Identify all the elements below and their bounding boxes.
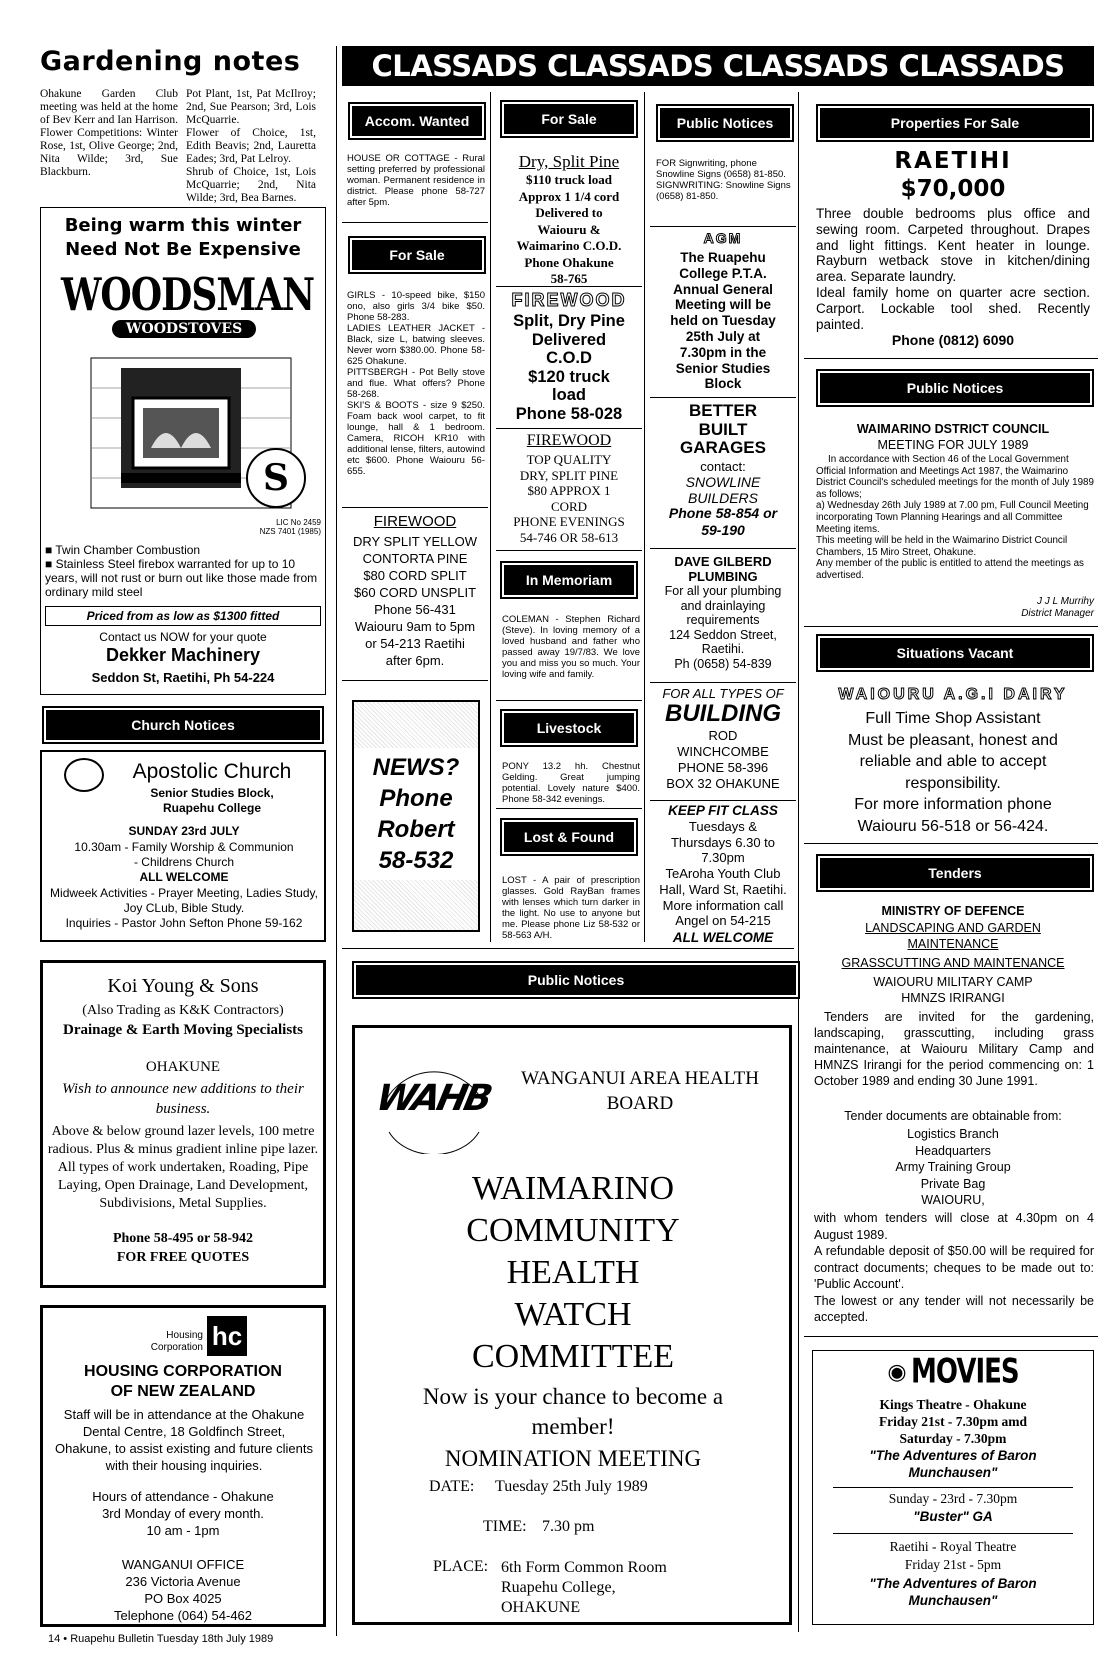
health-time: 7.30 pm: [542, 1518, 595, 1535]
column-rule: [644, 92, 645, 942]
council-body: In accordance with Section 46 of the Local Government Official Information and Meetings Act 1987, the Waimarino District Council's scheduled meetings for the month of July 1989 as follows; a) Wednesday 26th July 1989 at 7.00 pm, Full Council Meeting incorporating Town Planning Hearings and all Committee Meeting items. This meeting will be held in the Waimarino District Council Chambers, 15 Miro Street, Ohakune. Any member of the public is entitled to attend the meetings as advertised.: [816, 454, 1094, 581]
apostolic-church-ad: [40, 750, 326, 942]
firewood-outline-title: FIREWOOD: [511, 290, 627, 310]
divider: [650, 397, 796, 398]
koi-body: Above & below ground lazer levels, 100 metre radious. Plus & minus gradient inline pipe lazer. All types of work undertaken, Roading, Pipe Laying, Open Drainage, Land Development, Subdivisions, Metal Supplies.: [47, 1124, 319, 1211]
divider: [650, 800, 796, 801]
health-date: Tuesday 25th July 1989: [495, 1478, 648, 1495]
column-rule: [490, 92, 491, 942]
divider: [496, 286, 642, 287]
divider: [496, 428, 642, 429]
keepfit-title: KEEP FIT CLASS: [668, 803, 778, 818]
tenders-ministry: MINISTRY OF DEFENCE: [881, 904, 1025, 918]
movies-times-1: Friday 21st - 7.30pm amd Saturday - 7.30pm: [878, 1414, 1028, 1446]
woodstove-illustration: [81, 348, 311, 538]
divider: [496, 550, 642, 551]
gardening-col2: Pot Plant, 1st, Pat McIlroy; 2nd, Sue Pearson; 3rd, Lois McQuarrie. Flower of Choice, 1st, Edith Beavis; 2nd, Lauretta Eades; 3rd, Pat Lelroy. Shrub of Choice, 1st, Lois McQuarrie; 2nd, Nita Wilde; 3rd, Bea Barnes.: [186, 88, 316, 204]
firewood-big-body: Split, Dry Pine Delivered C.O.D $120 truck load Phone 58-028: [513, 312, 625, 423]
housing-title: HOUSING CORPORATION OF NEW ZEALAND: [84, 1363, 282, 1400]
forsale-header-1: For Sale: [504, 104, 634, 134]
divider: [650, 548, 796, 549]
situations-header: Situations Vacant: [820, 638, 1090, 668]
signwriting-notices: FOR Signwriting, phone Snowline Signs (0658) 81-850. SIGNWRITING: Snowline Signs (0658) 81-850.: [656, 158, 791, 202]
koi-young-ad: [40, 960, 326, 1288]
in-memoriam-body: COLEMAN - Stephen Richard (Steve). In loving memory of a loved husband and father who passed away 19/7/83. We love you and miss you so much. Your loving wife and family.: [502, 614, 640, 680]
keepfit-body: Tuesdays & Thursdays 6.30 to 7.30pm TeAroha Youth Club Hall, Ward St, Raetihi. More information call Angel on 54-215: [659, 819, 787, 929]
church-services: 10.30am - Family Worship & Communion - Childrens Church: [74, 840, 294, 869]
movies-sunday: Sunday - 23rd - 7.30pm: [888, 1491, 1018, 1506]
divider: [650, 682, 796, 683]
koi-announce: Wish to announce new additions to their business.: [62, 1081, 304, 1117]
film-reel-icon: ◉: [887, 1359, 907, 1384]
news-phone-robert: NEWS? Phone Robert 58-532: [354, 748, 478, 880]
woodsman-headline: Being warm this winter Need Not Be Expensive: [64, 215, 302, 260]
garages-builder: SNOWLINE BUILDERS: [685, 474, 761, 506]
situations-title: WAIOURU A.G.I DAIRY: [838, 686, 1068, 703]
divider: [833, 1533, 1073, 1534]
health-date-label: DATE:: [429, 1478, 475, 1495]
public-notices-header-1: Public Notices: [660, 108, 790, 138]
agm-body: The Ruapehu College P.T.A. Annual General Meeting will be held on Tuesday 25th July at 7.30pm in the Senior Studies Block: [670, 250, 776, 392]
lost-found-body: LOST - A pair of prescription glasses. Gold RayBan frames with lenses which turn darker in the light. No use to anyone but me. Please phone Liz 58-532 or 58-563 A/H.: [502, 875, 640, 941]
woodsman-bullet: ■ Stainless Steel firebox warranted for up to 10 years, will not rust or burn out like those made from ordinary mild steel: [45, 557, 318, 599]
council-title: WAIMARINO DSTRICT COUNCIL: [856, 422, 1050, 436]
property-price: $70,000: [900, 176, 1006, 202]
divider: [496, 700, 642, 701]
housing-logo-mark: hc: [207, 1316, 247, 1356]
council-sig: J J L Murrihy District Manager: [1021, 596, 1094, 619]
tenders-body-3: with whom tenders will close at 4.30pm on 4 August 1989. A refundable deposit of $50.00 will be required for contract documents; cheques to be made out to: 'Public Account'. The lowest or any tender will not necessarily be accepted.: [814, 1211, 1094, 1324]
woodsman-bullet: ■ Twin Chamber Combustion: [45, 543, 201, 557]
divider: [804, 626, 1098, 627]
news-box: [352, 700, 480, 932]
church-name: Apostolic Church: [132, 760, 292, 783]
situations-body: Full Time Shop Assistant Must be pleasant, honest and reliable and able to accept responsibility. For more information phone Waiouru 56-518 or 56-424.: [848, 710, 1058, 835]
woodsman-ad: [40, 207, 326, 695]
church-notices-header: Church Notices: [46, 710, 320, 740]
firewood-top-title: FIREWOOD: [526, 432, 612, 449]
accom-wanted-header: Accom. Wanted: [352, 106, 482, 136]
building-body: ROD WINCHCOMBE PHONE 58-396 BOX 32 OHAKUNE: [666, 728, 780, 791]
plumbing-title: DAVE GILBERD PLUMBING: [674, 554, 772, 584]
property-town: RAETIHI: [894, 148, 1012, 174]
public-notices-header-2: Public Notices: [356, 965, 796, 995]
tenders-body-2: Tender documents are obtainable from:: [844, 1109, 1062, 1123]
gardening-title: Gardening notes: [40, 46, 301, 77]
building-word: BUILDING: [665, 700, 781, 727]
health-chance: Now is your chance to become a member!: [422, 1384, 724, 1439]
woodsman-contact: Contact us NOW for your quote: [99, 630, 267, 644]
livestock-body: PONY 13.2 hh. Chestnut Gelding. Great jumping potential. Lovely nature $400. Phone 58-342 evenings.: [502, 761, 640, 805]
split-pine-title: Dry, Split Pine: [518, 152, 620, 171]
properties-header: Properties For Sale: [820, 108, 1090, 138]
lost-found-header: Lost & Found: [504, 822, 634, 852]
tenders-landscaping: LANDSCAPING AND GARDEN MAINTENANCE: [865, 921, 1041, 951]
woodsman-bullets: [45, 543, 321, 599]
tenders-camp: WAIOURU MILITARY CAMP HMNZS IRIRANGI: [873, 975, 1033, 1005]
divider: [804, 358, 1098, 359]
housing-office: WANGANUI OFFICE 236 Victoria Avenue PO Box 4025 Telephone (064) 54-462: [113, 1557, 253, 1623]
movies-title: MOVIES: [911, 1352, 1019, 1392]
bullet-icon: ■: [45, 543, 56, 557]
koi-aka: (Also Trading as K&K Contractors): [82, 1003, 284, 1018]
building-pre: FOR ALL TYPES OF: [662, 686, 784, 701]
movies-film-2: "Buster" GA: [913, 1509, 993, 1524]
woodsman-company: Dekker Machinery: [105, 645, 261, 665]
woodsman-price: Priced from as low as $1300 fitted: [45, 606, 321, 626]
health-meeting: NOMINATION MEETING: [444, 1446, 702, 1471]
nz-standard-seal: S: [246, 448, 306, 508]
divider: [833, 1487, 1073, 1488]
koi-quotes: FOR FREE QUOTES: [116, 1250, 250, 1265]
garages-contact: contact:: [700, 459, 746, 474]
divider: [342, 507, 488, 508]
livestock-header: Livestock: [504, 713, 634, 743]
koi-service: Drainage & Earth Moving Specialists: [63, 1022, 303, 1038]
firewood-top-body: TOP QUALITY DRY, SPLIT PINE $80 APPROX 1 CORD PHONE EVENINGS 54-746 OR 58-613: [513, 452, 625, 545]
garages-phone: Phone 58-854 or 59-190: [668, 505, 778, 538]
housing-body: Staff will be in attendance at the Ohakune Dental Centre, 18 Goldfinch Street, Ohakune, to assist existing and future clients with their housing inquiries.: [55, 1407, 313, 1473]
forsale-header-2: For Sale: [352, 240, 482, 270]
accom-wanted-body: HOUSE OR COTTAGE - Rural setting preferred by professional woman. Permanent residence in district. Please phone 58-727 after 5pm.: [347, 153, 485, 208]
column-rule: [336, 46, 337, 1636]
tenders-grasscutting: GRASSCUTTING AND MAINTENANCE: [841, 956, 1065, 970]
firewood-contorta-body: DRY SPLIT YELLOW CONTORTA PINE $80 CORD SPLIT $60 CORD UNSPLIT Phone 56-431 Waiouru 9am to 5pm or 54-213 Raetihi after 6pm.: [352, 534, 478, 668]
movies-title-row: [813, 1352, 1093, 1392]
divider: [496, 808, 642, 809]
tenders-header: Tenders: [820, 858, 1090, 888]
in-memoriam-header: In Memoriam: [504, 565, 634, 595]
woodsman-lic: LIC No 2459 NZS 7401 (1985): [259, 518, 321, 536]
divider: [342, 680, 488, 681]
housing-logo-text: Housing Corporation: [150, 1330, 203, 1353]
movies-venue-2: Raetihi - Royal Theatre: [889, 1539, 1017, 1554]
divider: [804, 1336, 1098, 1337]
footer-folio: 14 • Ruapehu Bulletin Tuesday 18th July 1989: [48, 1633, 274, 1645]
movies-film-3: "The Adventures of Baron Munchausen": [869, 1576, 1037, 1608]
divider: [342, 222, 488, 223]
woodsman-logo: [61, 268, 315, 338]
church-date: SUNDAY 23rd JULY: [128, 824, 240, 838]
movies-ad: [812, 1350, 1094, 1625]
church-emblem-icon: [64, 758, 104, 792]
movies-venue-1: Kings Theatre - Ohakune: [879, 1397, 1027, 1412]
tenders-body-1: Tenders are invited for the gardening, landscaping, grasscutting, including grass maintenance, at Waiouru Military Camp and HMNZS Irirangi for the period commencing on: 1 October 1989 and ending 30 June 1991.: [814, 1010, 1094, 1088]
forsale-items: GIRLS - 10-speed bike, $150 ono, also girls 3/4 bike $50. Phone 58-283. LADIES LEATHER JACKET - Black, size L, batwing sleeves. Never worn $380.00. Phone 58-625 Ohakune. PITTSBERGH - Pot Belly stove and flue. What offers? Phone 58-268. SKI'S & BOOTS - size 9 $250. Foam back wool carpet, to fit lounge, hall & 1 bedroom. Camera, RICOH KR10 with additional lense, filters, autowind etc $600. Phone Waiouru 56-655.: [347, 290, 485, 477]
column-rule: [798, 92, 799, 1632]
health-committee-title: WAIMARINO COMMUNITY HEALTH WATCH COMMITTEE: [466, 1170, 680, 1375]
bullet-icon: ■: [45, 557, 56, 571]
wahb-logo-mark: WAHB: [372, 1078, 494, 1119]
agm-title: AGM: [703, 230, 743, 246]
divider: [342, 948, 794, 949]
plumbing-body: For all your plumbing and drainlaying requirements 124 Seddon Street, Raetihi. Ph (0658) 54-839: [664, 584, 782, 671]
property-body: Three double bedrooms plus office and sewing room. Carpeted throughout. Drapes and light fittings. Kent heater in lounge. Rayburn wetback stove in kitchen/dining area. Separate laundry. Ideal family home on quarter acre section. Carport. Lockable tool shed. Recently painted.: [816, 206, 1090, 332]
movies-film-1: "The Adventures of Baron Munchausen": [869, 1448, 1037, 1480]
health-board-name: WANGANUI AREA HEALTH BOARD: [521, 1068, 759, 1114]
property-phone: Phone (0812) 6090: [891, 332, 1015, 348]
split-pine-body: $110 truck load Approx 1 1/4 cord Delivered to Waiouru & Waimarino C.O.D. Phone Ohakune 58-765: [516, 172, 622, 286]
keepfit-welcome: ALL WELCOME: [672, 930, 774, 945]
housing-corporation-ad: [40, 1305, 326, 1627]
church-midweek: Midweek Activities - Prayer Meeting, Ladies Study, Joy CLub, Bible Study. Inquiries - Pastor John Sefton Phone 59-162: [50, 886, 318, 930]
classads-banner: CLASSADS CLASSADS CLASSADS CLASSADS: [342, 46, 1094, 86]
council-sub: MEETING FOR JULY 1989: [877, 438, 1029, 452]
tenders-address: Logistics Branch Headquarters Army Training Group Private Bag WAIOURU,: [895, 1127, 1011, 1207]
woodsman-sub: WOODSTOVES: [112, 320, 256, 338]
gardening-col1: Ohakune Garden Club meeting was held at the home of Bev Kerr and Ian Harrison. Flower Competitions: Winter Rose, 1st, Olive George; 2nd, Nita Wilde; 3rd, Sue Blackburn.: [40, 88, 178, 178]
divider: [804, 843, 1098, 844]
church-welcome: ALL WELCOME: [139, 870, 229, 884]
woodsman-address: Seddon St, Raetihi, Ph 54-224: [91, 670, 275, 685]
health-place: 6th Form Common Room Ruapehu College, OHAKUNE: [501, 1559, 667, 1616]
koi-name: Koi Young & Sons: [107, 975, 259, 997]
koi-town: OHAKUNE: [145, 1059, 221, 1075]
health-place-label: PLACE:: [433, 1558, 489, 1575]
garages-title: BETTER BUILT GARAGES: [680, 401, 766, 457]
koi-phone: Phone 58-495 or 58-942: [112, 1231, 254, 1246]
church-venue: Senior Studies Block, Ruapehu College: [150, 786, 274, 815]
divider: [650, 226, 796, 227]
housing-hours: Hours of attendance - Ohakune 3rd Monday of every month. 10 am - 1pm: [92, 1489, 274, 1538]
movies-times-2: Friday 21st - 5pm: [904, 1557, 1002, 1572]
health-time-label: TIME:: [483, 1518, 527, 1535]
woodsman-brand: WOODSMAN: [61, 268, 315, 322]
council-header: Public Notices: [820, 373, 1090, 403]
firewood-contorta-title: FIREWOOD: [373, 513, 457, 530]
health-board-ad: [352, 1025, 792, 1625]
